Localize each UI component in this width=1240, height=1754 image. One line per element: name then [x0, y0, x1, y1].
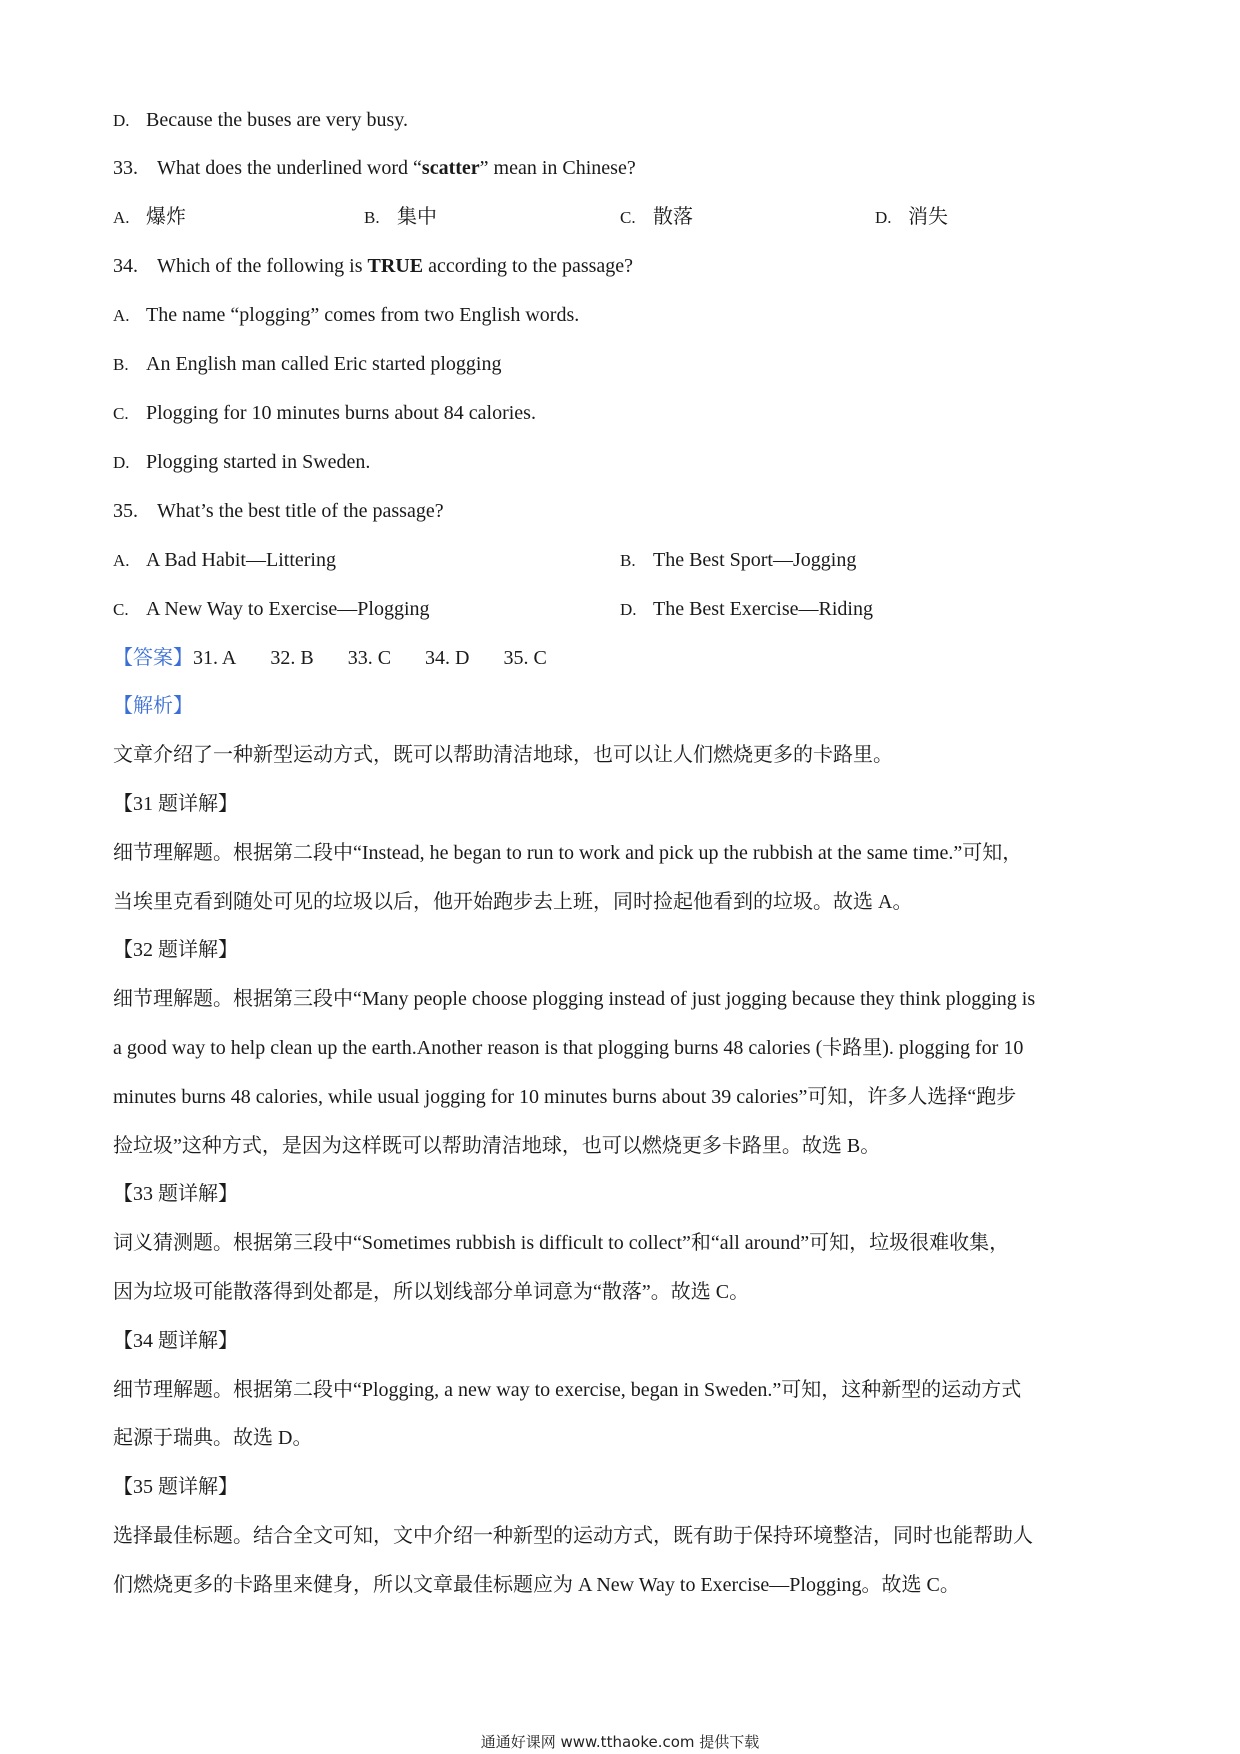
answer-item: 35. C — [503, 647, 547, 669]
detail-33-heading: 【33 题详解】 — [113, 1183, 238, 1205]
q35-stem — [113, 497, 444, 525]
detail-32-line: minutes burns 48 calories, while usual jogging for 10 minutes burns about 39 calories”可知，许多人选择“跑步 — [113, 1086, 1017, 1108]
analysis-tag: 【解析】 — [113, 695, 193, 717]
q33-option-a — [113, 203, 186, 232]
option-label: A. — [113, 551, 130, 570]
answer-item: 32. B — [270, 647, 314, 669]
option-label: C. — [113, 600, 129, 619]
question-text: ” mean in Chinese? — [479, 157, 636, 179]
option-label: D. — [113, 111, 130, 130]
analysis-summary: 文章介绍了一种新型运动方式，既可以帮助清洁地球，也可以让人们燃烧更多的卡路里。 — [113, 744, 893, 766]
q33-option-d — [875, 203, 948, 232]
q35-option-b — [620, 546, 856, 575]
option-text: 散落 — [653, 206, 693, 228]
detail-35-line: 选择最佳标题。结合全文可知，文中介绍一种新型的运动方式，既有助于保持环境整洁，同时也能帮助人 — [113, 1525, 1033, 1547]
q33-option-b — [364, 203, 437, 232]
q33-stem — [113, 154, 636, 182]
q33-option-c — [620, 203, 693, 232]
option-text: 消失 — [908, 206, 948, 228]
option-label: B. — [364, 208, 380, 227]
answer-item: 33. C — [347, 647, 392, 669]
option-text: The Best Sport—Jogging — [653, 549, 857, 571]
option-label: B. — [620, 551, 636, 570]
option-label: A. — [113, 208, 130, 227]
q34-option-b — [113, 350, 501, 379]
question-text: Which of the following is — [157, 255, 368, 277]
option-text: Because the buses are very busy. — [146, 109, 408, 131]
question-number: 34. — [113, 255, 138, 277]
question-number: 35. — [113, 500, 138, 522]
q35-option-a — [113, 546, 336, 575]
option-text: 爆炸 — [146, 206, 186, 228]
option-text: An English man called Eric started plogging — [146, 353, 502, 375]
detail-31-heading: 【31 题详解】 — [113, 793, 238, 815]
option-label: C. — [620, 208, 636, 227]
question-text: What does the underlined word “ — [157, 157, 422, 179]
detail-34-heading: 【34 题详解】 — [113, 1330, 238, 1352]
option-label: D. — [113, 453, 130, 472]
question-number: 33. — [113, 157, 138, 179]
emphasis-word: TRUE — [367, 255, 424, 277]
detail-33-line: 词义猜测题。根据第三段中“Sometimes rubbish is difficult to collect”和“all around”可知，垃圾很难收集， — [113, 1232, 1010, 1254]
detail-32-line: 捡垃圾”这种方式，是因为这样既可以帮助清洁地球，也可以燃烧更多卡路里。故选 B。 — [113, 1135, 881, 1157]
option-text: 集中 — [397, 206, 437, 228]
option-text: Plogging for 10 minutes burns about 84 calories. — [146, 402, 536, 424]
option-text: A Bad Habit—Littering — [146, 549, 336, 571]
question-text: according to the passage? — [423, 255, 634, 277]
option-label: B. — [113, 355, 129, 374]
q35-option-c — [113, 595, 430, 624]
q35-option-d — [620, 595, 873, 624]
q34-option-d — [113, 448, 370, 477]
q34-option-c — [113, 399, 536, 428]
detail-32-line: 细节理解题。根据第三段中“Many people choose plogging instead of just jogging because they think plogging is — [113, 988, 1036, 1010]
answer-item: 34. D — [425, 647, 470, 669]
detail-31-line: 细节理解题。根据第二段中“Instead, he began to run to work and pick up the rubbish at the same time.”可知， — [113, 842, 1023, 864]
detail-33-line: 因为垃圾可能散落得到处都是，所以划线部分单词意为“散落”。故选 C。 — [113, 1281, 750, 1303]
detail-35-heading: 【35 题详解】 — [113, 1476, 238, 1498]
option-label: C. — [113, 404, 129, 423]
detail-31-line: 当埃里克看到随处可见的垃圾以后，他开始跑步去上班，同时捡起他看到的垃圾。故选 A。 — [113, 891, 913, 913]
detail-32-heading: 【32 题详解】 — [113, 939, 238, 961]
option-text: A New Way to Exercise—Plogging — [146, 598, 430, 620]
answer-key — [113, 644, 581, 672]
option-text: The name “plogging” comes from two English words. — [146, 304, 580, 326]
option-text: The Best Exercise—Riding — [653, 598, 873, 620]
detail-34-line: 起源于瑞典。故选 D。 — [113, 1427, 313, 1449]
option-label: D. — [620, 600, 637, 619]
underlined-word: scatter — [421, 157, 480, 179]
page-footer: 通通好课网 www.tthaoke.com 提供下载 — [480, 1733, 760, 1751]
q34-stem — [113, 252, 633, 280]
q34-option-a — [113, 301, 579, 330]
question-text: What’s the best title of the passage? — [157, 500, 444, 522]
option-label: D. — [875, 208, 892, 227]
detail-35-line: 们燃烧更多的卡路里来健身，所以文章最佳标题应为 A New Way to Exercise—Plogging。故选 C。 — [113, 1574, 960, 1596]
answer-item: 31. A — [193, 647, 237, 669]
detail-34-line: 细节理解题。根据第二段中“Plogging, a new way to exercise, began in Sweden.”可知，这种新型的运动方式 — [113, 1379, 1022, 1401]
q32-option-d — [113, 106, 408, 135]
option-label: A. — [113, 306, 130, 325]
detail-32-line: a good way to help clean up the earth.Another reason is that plogging burns 48 calories (卡路里). plogging for 10 — [113, 1037, 1024, 1059]
answer-tag: 【答案】 — [113, 647, 193, 669]
option-text: Plogging started in Sweden. — [146, 451, 371, 473]
